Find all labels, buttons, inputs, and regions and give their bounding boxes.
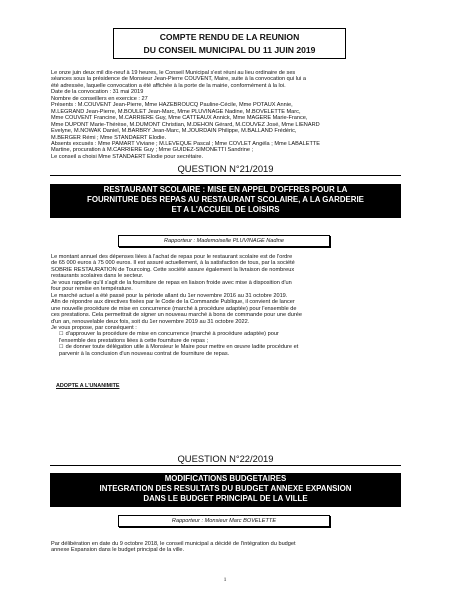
question-22-title-line: MODIFICATIONS BUDGETAIRES — [164, 474, 287, 483]
intro-line: M.BERGER Rémi ; Mme STANDAERT Elodie. — [51, 134, 167, 141]
report-title-line1: COMPTE RENDU DE LA REUNION — [159, 32, 300, 42]
body-line: SOBRIE RESTAURATION de Tourcoing. Cette société assure également la livraison de nombreux — [51, 266, 295, 273]
intro-line: Présents : M.COUVENT Jean-Pierre, Mme HAZEBROUCQ Pauline-Cécile, Mme POTAUX Annie, — [51, 102, 293, 109]
body-line: une nouvelle procédure de mise en concurrence (marché à procédure adaptée) pour l'ensemble de — [51, 305, 297, 312]
question-22-rapporteur: Rapporteur : Monsieur Marc BOVELETTE — [118, 515, 330, 527]
bullet-line: d'approuver la procédure de mise en concurrence (marché à procédure adaptée) pour — [65, 331, 279, 338]
body-line: Le marché actuel a été passé pour la période allant du 1er novembre 2016 au 31 octobre 2019. — [51, 292, 288, 299]
question-21-body — [51, 254, 403, 357]
intro-line: Date de la convocation : 31 mai 2019 — [51, 89, 144, 96]
question-22-title-band — [50, 473, 401, 507]
question-22-body — [51, 541, 403, 554]
body-line: Afin de répondre aux directives fixées par le Code de la Commande Publique, il convient de lancer — [51, 299, 295, 306]
question-22-heading: QUESTION N°22/2019 — [50, 453, 401, 466]
intro-line: Mme COUVENT Francine, M.CARRIERE Guy, Mme CATTEAUX Annick, Mme MAGERE Marie-France, — [51, 115, 308, 122]
intro-line: Absents excusés : Mme PAMART Viviane ; M.LEVEQUE Pascal ; Mme COVLET Angéla ; Mme LABALETTE — [51, 140, 321, 147]
intro-line: Martine, procuration à M.CARRIERE Guy ; Mme GUIDEZ-SIMONETTI Sandrine ; — [51, 147, 254, 154]
page-number: 1 — [223, 577, 227, 583]
body-line: Par délibération en date du 9 octobre 2018, le conseil municipal a décidé de l'intégration du budget — [51, 541, 296, 547]
intro-line: séances sous la présidence de Monsieur Jean-Pierre COUVENT, Maire, suite à la convocation qui lui a — [51, 76, 306, 83]
bullet-continuation: l'ensemble des prestations liées à cette fourniture de repas ; — [59, 337, 209, 344]
intro-section — [51, 70, 403, 160]
body-line: de 65 000 euros à 75 000 euros. Il est assuré actuellement, à la satisfaction de tous, par la société — [51, 260, 295, 267]
question-22-title-line: DANS LE BUDGET PRINCIPAL DE LA VILLE — [143, 493, 308, 503]
question-21-title-line: ET A L'ACCUEIL DE LOISIRS — [171, 204, 280, 214]
intro-line: Mme DUPONT Marie-Thérèse, M.DUMONT Christian, M.DEHON Gérard, M.COUVEZ José, Mme LIENARD — [51, 121, 320, 128]
report-title-line2: DU CONSEIL MUNICIPAL DU 11 JUIN 2019 — [143, 45, 316, 55]
checkbox-bullet-icon: ☐ — [59, 331, 64, 338]
intro-line: Evelyne, M.NOWAK Daniel, M.BARBRY Jean-Marc, M.JOURDAIN Philippe, M.BALLAND Frédéric, — [51, 128, 297, 135]
question-21-title-band — [50, 184, 401, 218]
bullet-continuation: parvenir à la conclusion d'un nouveau contrat de fourniture de repas. — [59, 350, 230, 357]
body-line: restaurants scolaires dans le secteur. — [51, 273, 144, 280]
body-line: Je vous propose, par conséquent : — [51, 324, 137, 331]
intro-line: Le onze juin deux mil dix-neuf à 19 heures, le Conseil Municipal s'est réuni au lieu ordinaire de ses — [51, 70, 296, 76]
body-line: Le montant annuel des dépenses liées à l'achat de repas pour le restaurant scolaire est de l'ordre — [51, 254, 293, 260]
body-line: annexe Expansion dans le budget principal de la ville. — [51, 547, 185, 554]
intro-line: Nombre de conseillers en exercice : 27 — [51, 95, 148, 102]
body-line: four pour remise en température. — [51, 286, 133, 293]
intro-line: été adressée, laquelle convocation a été affichée à la porte de la mairie, conformément à la loi. — [51, 82, 286, 89]
question-21-rapporteur: Rapporteur : Mademoiselle PLUVINAGE Nadine — [118, 235, 330, 247]
question-21-title-line: RESTAURANT SCOLAIRE : MISE EN APPEL D'OFFRES POUR LA — [103, 185, 348, 194]
question-21-heading: QUESTION N°21/2019 — [50, 163, 401, 176]
body-line: ces prestations. Cela permettrait de signer un nouveau marché à bons de commande pour une durée — [51, 312, 302, 319]
intro-line: Le conseil a choisi Mme STANDAERT Elodie pour secrétaire. — [51, 153, 204, 160]
body-line: Je vous rappelle qu'il s'agit de la fourniture de repas en liaison froide avec mise à disposition d'un — [51, 279, 292, 286]
adoption-status: ADOPTE A L'UNANIMITE — [56, 383, 120, 389]
intro-line: M.LEGRAND Jean-Pierre, M.BOULET Jean-Marc, Mme PLUVINAGE Nadine, M.BOVELETTE Marc, — [51, 108, 301, 115]
bullet-line: de donner toute délégation utile à Monsieur le Maire pour mettre en œuvre ladite procédure et — [65, 344, 299, 351]
checkbox-bullet-icon: ☐ — [59, 344, 64, 351]
body-line: d'un an, renouvelable deux fois, soit du 1er novembre 2019 au 31 octobre 2022. — [51, 318, 250, 325]
question-22-title-line: INTEGRATION DES RESULTATS DU BUDGET ANNEXE EXPANSION — [99, 483, 352, 493]
question-21-title-line: FOURNITURE DES REPAS AU RESTAURANT SCOLAIRE, A LA GARDERIE — [87, 194, 364, 204]
report-title-box — [113, 28, 346, 59]
